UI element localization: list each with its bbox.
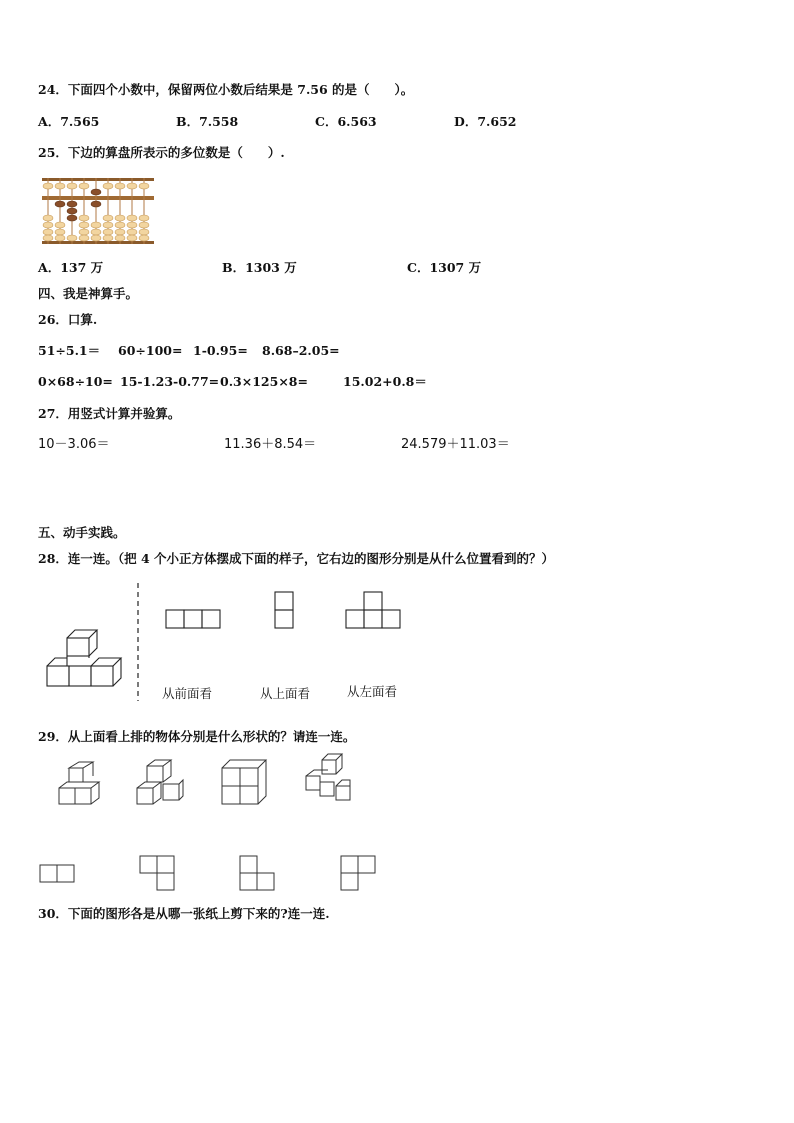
q27-item-3: 24.579＋11.03＝ xyxy=(401,437,510,452)
q26-r2-c2: 15-1.23-0.77= xyxy=(120,374,220,389)
q24-option-d: D．7.652 xyxy=(454,114,517,129)
q24-stem: 24．下面四个小数中，保留两位小数后结果是 7.56 的是（ ）。 xyxy=(38,82,414,97)
q29-shape-c xyxy=(239,855,275,891)
q26-r1-c2: 60÷100= xyxy=(118,343,183,358)
q24-option-a: A．7.565 xyxy=(38,114,100,129)
q24-option-c: C．6.563 xyxy=(315,114,377,129)
q28-view-two-stacked xyxy=(274,591,294,629)
q28-view-label-left: 从左面看 xyxy=(347,684,398,699)
q29-object-1 xyxy=(55,762,105,806)
section-5-heading: 五、动手实践。 xyxy=(38,525,126,540)
q28-stem: 28．连一连。（把 4 个小正方体摆成下面的样子，它右边的图形分别是从什么位置看到的？） xyxy=(38,551,555,566)
q28-view-label-front: 从前面看 xyxy=(162,686,213,701)
q29-stem: 29．从上面看上排的物体分别是什么形状的？请连一连。 xyxy=(38,729,356,744)
abacus-figure xyxy=(42,178,154,244)
q28-divider-dashed xyxy=(136,583,140,701)
q28-view-label-top: 从上面看 xyxy=(260,686,311,701)
q29-object-3 xyxy=(220,758,270,806)
q25-option-c: C．1307 万 xyxy=(407,260,482,275)
q29-shape-a xyxy=(39,864,75,884)
q28-view-t-shape xyxy=(345,591,401,629)
q26-r1-c1: 51÷5.1＝ xyxy=(38,343,101,358)
q27-stem: 27．用竖式计算并验算。 xyxy=(38,406,181,421)
q28-cube-stack-figure xyxy=(45,628,135,690)
q26-r2-c1: 0×68÷10= xyxy=(38,374,113,389)
q25-stem: 25．下边的算盘所表示的多位数是（ ）. xyxy=(38,145,285,160)
q26-r2-c3: 0.3×125×8= xyxy=(220,374,308,389)
q26-stem: 26．口算. xyxy=(38,312,98,327)
q29-object-4 xyxy=(300,754,354,806)
q25-option-a: A．137 万 xyxy=(38,260,104,275)
q27-item-2: 11.36＋8.54＝ xyxy=(224,437,317,452)
q29-shape-d xyxy=(340,855,376,891)
q24-option-b: B．7.558 xyxy=(176,114,239,129)
section-4-heading: 四、我是神算手。 xyxy=(38,286,139,301)
q26-r2-c4: 15.02+0.8＝ xyxy=(343,374,427,389)
q26-r1-c3: 1-0.95= xyxy=(193,343,248,358)
q26-r1-c4: 8.68–2.05= xyxy=(262,343,340,358)
q27-item-1: 10－3.06＝ xyxy=(38,437,110,452)
q29-object-2 xyxy=(135,758,185,806)
q28-view-three-squares xyxy=(165,609,221,629)
q29-shape-b xyxy=(139,855,175,891)
q30-stem: 30．下面的图形各是从哪一张纸上剪下来的?连一连. xyxy=(38,906,330,921)
q25-option-b: B．1303 万 xyxy=(222,260,297,275)
